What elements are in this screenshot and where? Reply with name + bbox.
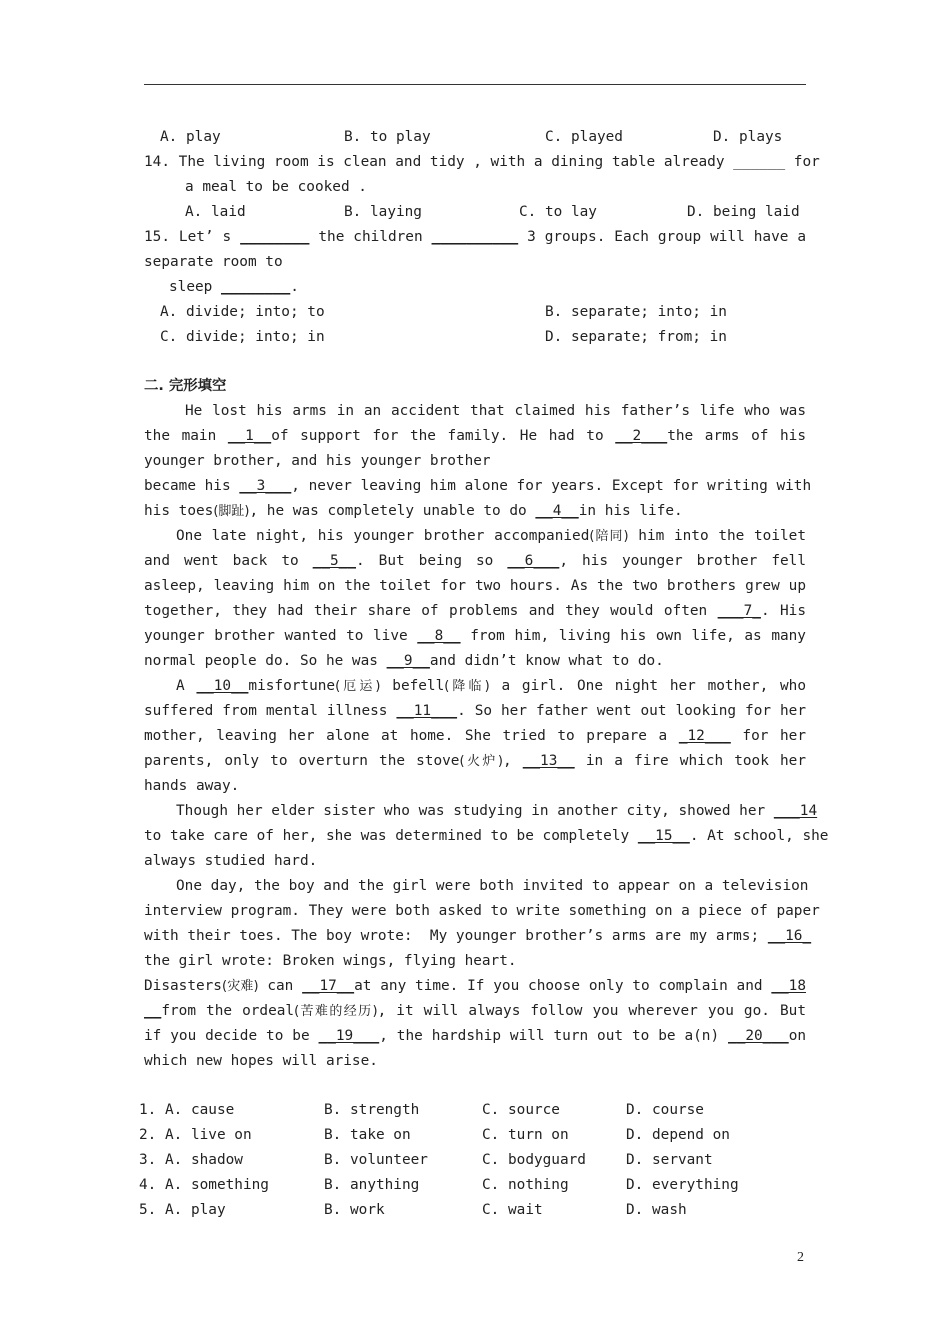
passage-line: __from the ordeal(苦难的经历), it will always follow you wherever you go. But	[144, 1003, 806, 1019]
passage-line: and went back to __5__. But being so __6___, his younger brother fell	[144, 553, 806, 569]
answer-4-option-c: C. nothing	[482, 1177, 569, 1193]
answer-1-option-d: D. course	[626, 1102, 704, 1118]
passage-line: together, they had their share of problems and they would often ___7_. His	[144, 603, 806, 619]
passage-line: A __10__misfortune(厄运) befell(降临) a girl. One night her mother, who	[176, 678, 806, 694]
blank-14: ___14	[773, 803, 818, 819]
answer-3-option-c: C. bodyguard	[482, 1152, 586, 1168]
answer-5-option-d: D. wash	[626, 1202, 687, 1218]
blank-18-tail: __	[144, 1003, 162, 1019]
q13-option-a: A. play	[160, 129, 221, 145]
passage-line: normal people do. So he was __9__and didn’t know what to do.	[144, 653, 664, 669]
blank-12: _12___	[678, 728, 731, 744]
blank-2: __2___	[615, 428, 668, 444]
q14-stem-line2: a meal to be cooked .	[185, 179, 367, 195]
blank-9: __9__	[386, 653, 430, 669]
answer-1-option-b: B. strength	[324, 1102, 420, 1118]
passage-line: younger brother wanted to live __8__ from him, living his own life, as many	[144, 628, 806, 644]
q15-blank-3: ________	[220, 279, 291, 295]
q14-stem-line1: 14. The living room is clean and tidy , with a dining table already ______ for	[144, 154, 820, 170]
passage-line: his toes(脚趾), he was completely unable to do __4__in his life.	[144, 503, 683, 519]
answer-2-option-d: D. depend on	[626, 1127, 730, 1143]
passage-line: younger brother, and his younger brother	[144, 453, 491, 469]
passage-line: became his __3___, never leaving him alone for years. Except for writing with	[144, 478, 812, 494]
q13-option-b: B. to play	[344, 129, 431, 145]
blank-8: __8__	[417, 628, 461, 644]
q15-stem-line3: sleep ________.	[169, 279, 299, 295]
q13-option-d: D. plays	[713, 129, 783, 145]
blank-10: __10__	[196, 678, 249, 694]
passage-line: interview program. They were both asked to write something on a piece of paper	[144, 903, 820, 919]
passage-line: Though her elder sister who was studying in another city, showed her ___14	[176, 803, 818, 819]
q14-option-b: B. laying	[344, 204, 422, 220]
passage-line: He lost his arms in an accident that claimed his father’s life who was	[185, 403, 806, 419]
blank-17: __17__	[302, 978, 355, 994]
answer-2-option-c: C. turn on	[482, 1127, 569, 1143]
q15-stem-line2: separate room to	[144, 254, 283, 270]
answer-2-option-a: 2. A. live on	[139, 1127, 252, 1143]
answer-3-option-b: B. volunteer	[324, 1152, 428, 1168]
answer-4-option-b: B. anything	[324, 1177, 420, 1193]
blank-7: ___7_	[717, 603, 761, 619]
answer-4-option-a: 4. A. something	[139, 1177, 269, 1193]
passage-line: if you decide to be __19___, the hardship will turn out to be a(n) __20___on	[144, 1028, 807, 1044]
q15-stem-line1: 15. Let’ s ________ the children __________ 3 groups. Each group will have a	[144, 229, 806, 245]
blank-3: __3___	[239, 478, 292, 494]
blank-5: __5__	[312, 553, 356, 569]
blank-11: __11___	[396, 703, 458, 719]
answer-1-option-c: C. source	[482, 1102, 560, 1118]
answer-5-option-b: B. work	[324, 1202, 385, 1218]
q14-option-d: D. being laid	[687, 204, 800, 220]
passage-line: the main __1__of support for the family. He had to __2___the arms of his	[144, 428, 806, 444]
passage-line: asleep, leaving him on the toilet for two hours. As the two brothers grew up	[144, 578, 806, 594]
blank-4: __4__	[535, 503, 579, 519]
passage-line: hands away.	[144, 778, 240, 794]
q15-blank-1: ________	[240, 229, 310, 245]
answer-4-option-d: D. everything	[626, 1177, 739, 1193]
blank-6: __6___	[507, 553, 560, 569]
blank-1: __1__	[227, 428, 272, 444]
blank-13: __13__	[522, 753, 575, 769]
answer-2-option-b: B. take on	[324, 1127, 411, 1143]
passage-line: Disasters(灾难) can __17__at any time. If you choose only to complain and __18	[144, 978, 806, 994]
page-number: 2	[797, 1250, 804, 1265]
passage-line: which new hopes will arise.	[144, 1053, 378, 1069]
q15-option-a: A. divide; into; to	[160, 304, 325, 320]
q15-option-d: D. separate; from; in	[545, 329, 727, 345]
answer-5-option-a: 5. A. play	[139, 1202, 226, 1218]
q14-option-a: A. laid	[185, 204, 246, 220]
answer-5-option-c: C. wait	[482, 1202, 543, 1218]
passage-line: mother, leaving her alone at home. She tried to prepare a _12___ for her	[144, 728, 806, 744]
passage-line: always studied hard.	[144, 853, 318, 869]
answer-3-option-a: 3. A. shadow	[139, 1152, 243, 1168]
answer-3-option-d: D. servant	[626, 1152, 713, 1168]
blank-18: __18	[771, 978, 806, 994]
q15-option-c: C. divide; into; in	[160, 329, 325, 345]
passage-line: the girl wrote: Broken wings, flying heart.	[144, 953, 517, 969]
blank-19: __19___	[318, 1028, 380, 1044]
passage-line: with their toes. The boy wrote: My younger brother’s arms are my arms; __16_	[144, 928, 812, 944]
section-heading: 二. 完形填空	[144, 378, 227, 394]
q15-option-b: B. separate; into; in	[545, 304, 727, 320]
q13-option-c: C. played	[545, 129, 623, 145]
passage-line: to take care of her, she was determined to be completely __15__. At school, she	[144, 828, 829, 844]
passage-line: One late night, his younger brother accompanied(陪同) him into the toilet	[176, 528, 806, 544]
passage-line: parents, only to overturn the stove(火炉), __13__ in a fire which took her	[144, 753, 806, 769]
answer-1-option-a: 1. A. cause	[139, 1102, 235, 1118]
blank-20: __20___	[728, 1028, 789, 1044]
q15-blank-2: __________	[431, 229, 519, 245]
passage-line: suffered from mental illness __11___. So her father went out looking for her	[144, 703, 806, 719]
blank-15: __15__	[637, 828, 690, 844]
header-rule	[144, 84, 806, 85]
blank-16: __16_	[767, 928, 812, 944]
passage-line: One day, the boy and the girl were both invited to appear on a television	[176, 878, 809, 894]
q14-option-c: C. to lay	[519, 204, 597, 220]
